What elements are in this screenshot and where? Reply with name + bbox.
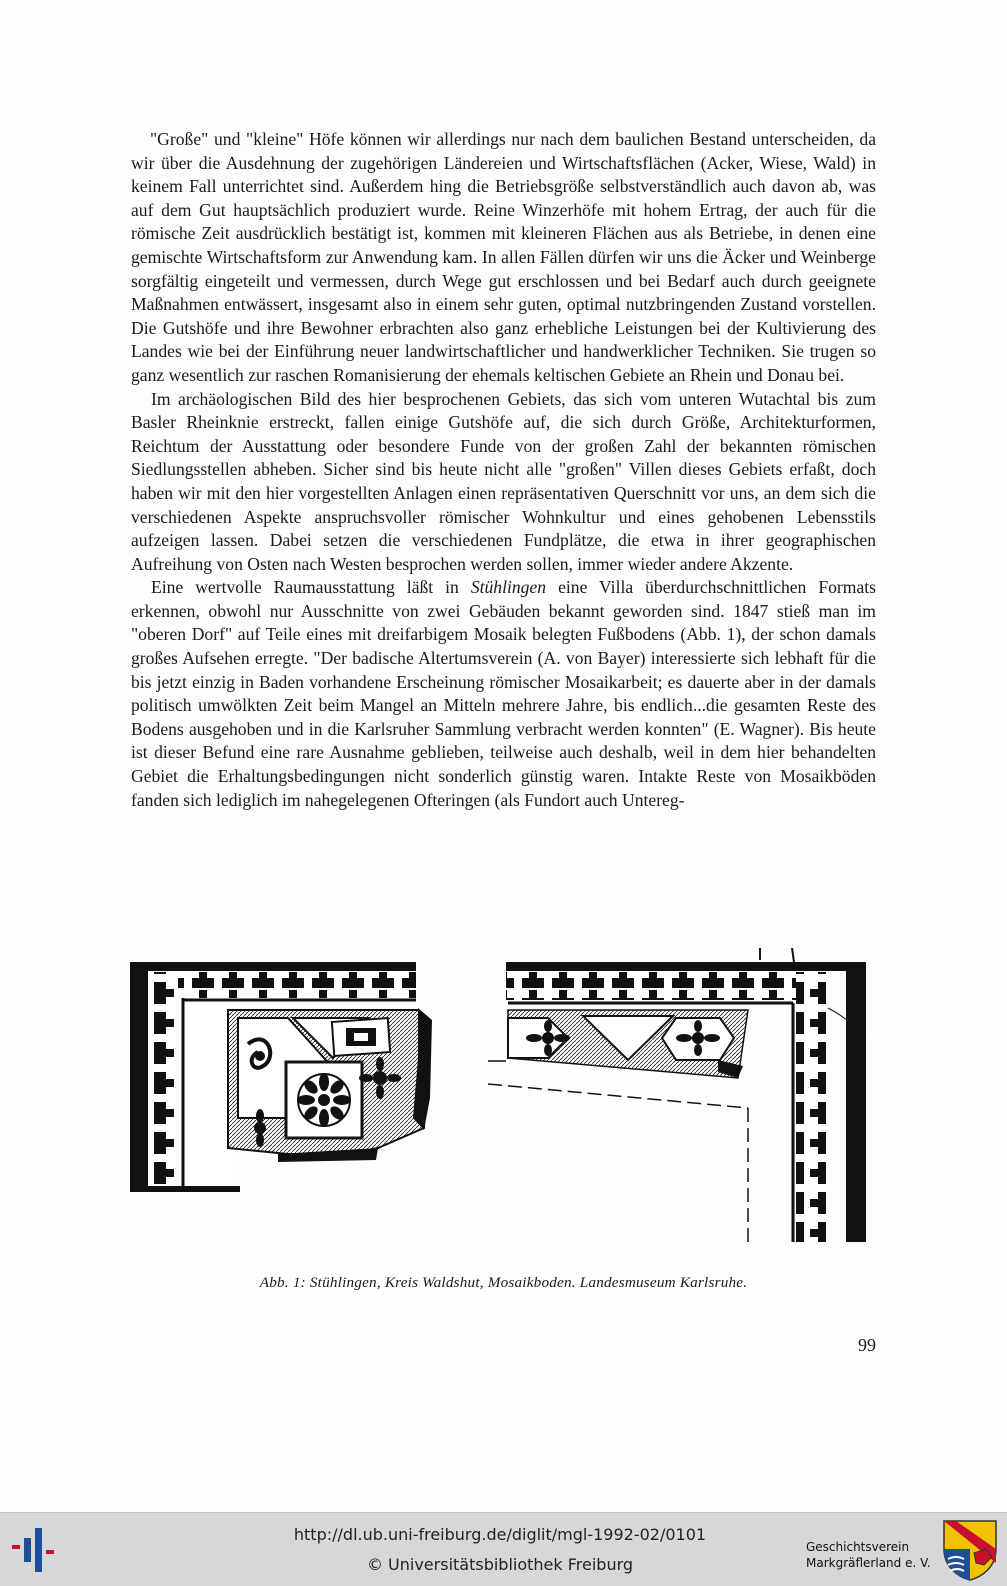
figure-caption: Abb. 1: Stühlingen, Kreis Waldshut, Mosaikboden. Landesmuseum Karlsruhe. (259, 1274, 748, 1291)
paragraph-3-start: Eine wertvolle Raumausstattung läßt in (151, 577, 471, 598)
society-line-1: Geschichtsverein (806, 1540, 910, 1554)
place-name-stuehlingen: Stühlingen (470, 577, 547, 598)
paragraph-1: "Große" und "kleine" Höfe können wir allerdings nur nach dem baulichen Bestand unterscheiden, da wir über die Ausdehnung der zugehörigen Ländereien und Wirtschaftsflächen (Acker, Wiese, Wald) in keinem Fall unterrichtet sind. Außerdem hing die Betriebsgröße selbstverständlich auch davon ab, was auf dem Gut hauptsächlich produziert wurde. Reine Winzerhöfe mit hohem Ertrag, der auch für die römische Zeit ausdrücklich bestätigt ist, kommen mit kleineren Flächen aus als Betriebe, in denen eine gemischte Wirtschaftsform zur Anwendung kam. In allen Fällen dürfen wir uns die Äcker und Weinberge sorgfältig eingeteilt und vermessen, durch Wege gut erschlossen und bei Bedarf auch durch geeignete Maßnahmen entwässert, insgesamt also in einem sehr guten, optimal nutzbringenden Zustand vorstellen. Die Gutshöfe und ihre Bewohner erbrachten also ganz erhebliche Leistungen bei der Kultivierung des Landes wie bei der Einführung neuer landwirtschaftlicher und handwerklicher Techniken. Sie trugen so ganz wesentlich zur raschen Romanisierung der ehemals keltischen Gebiete an Rhein und Donau bei. (131, 129, 876, 385)
society-name (806, 1539, 940, 1571)
mosaic-fragment-right (488, 948, 866, 1248)
permalink-link[interactable]: http://dl.ub.uni-freiburg.de/diglit/mgl-1992-02/0101 (293, 1525, 707, 1544)
ub-freiburg-logo-icon[interactable] (12, 1528, 62, 1572)
footer-bar (0, 1512, 1007, 1586)
body-text (131, 128, 876, 812)
page-number: 99 (858, 1335, 876, 1355)
paragraph-3 (131, 576, 876, 812)
paragraph-3-rest: eine Villa überdurchschnittlichen Formats erkennen, obwohl nur Ausschnitte von zwei Gebäuden bekannt geworden sind. 1847 stieß man im "oberen Dorf" auf Teile eines mit dreifarbigem Mosaik belegten Fußbodens (Abb. 1), der schon damals großes Aufsehen erregte. "Der badische Altertumsverein (A. von Bayer) interessierte sich lebhaft für die bis jetzt einzig in Baden vorhandene Erscheinung römischer Mosaikarbeit; es dauerte aber in der damals politisch umwölkten Zeit beim Mangel an Mitteln mehrere Jahre, bis endlich...die gesamten Reste des Bodens ausgehoben und in die Karlsruher Sammlung verbracht werden konnten" (E. Wagner). Bis heute ist dieser Befund eine rare Ausnahme geblieben, teilweise auch deshalb, weil in dem hier behandelten Gebiet die Erhaltungsbedingungen nicht sonderlich günstig waren. Intakte Reste von Mosaikböden fanden sich lediglich im nahegelegenen Ofteringen (als Fundort auch Untereg- (131, 577, 876, 810)
mosaic-figure (128, 948, 880, 1258)
paragraph-2: Im archäologischen Bild des hier besprochenen Gebiets, das sich vom unteren Wutachtal bis zum Basler Rheinknie erstreckt, fallen einige Gutshöfe auf, die sich durch Größe, Architekturformen, Reichtum der Ausstattung oder besondere Funde von der großen Zahl der bekannten römischen Siedlungsstellen abheben. Sicher sind bis heute nicht alle "großen" Villen dieses Gebiets erfaßt, doch haben wir mit den hier vorgestellten Anlagen einen repräsentativen Querschnitt vor uns, an dem sich die verschiedenen Aspekte anspruchsvoller römischer Wohnkultur und eines gehobenen Lebensstils aufzeigen lassen. Dabei setzen die verschiedenen Fundplätze, die etwa in ihrer geographischen Aufreihung von Osten nach Westen besprochen werden sollen, immer wieder andere Akzente. (131, 388, 876, 574)
society-line-2: Markgräflerland e. V. (806, 1556, 931, 1570)
society-crest-icon (942, 1519, 998, 1581)
copyright-notice: © Universitätsbibliothek Freiburg (366, 1555, 634, 1574)
permalink-url[interactable] (200, 1525, 800, 1544)
mosaic-drawing (128, 948, 880, 1258)
mosaic-fragment-left (130, 962, 432, 1192)
